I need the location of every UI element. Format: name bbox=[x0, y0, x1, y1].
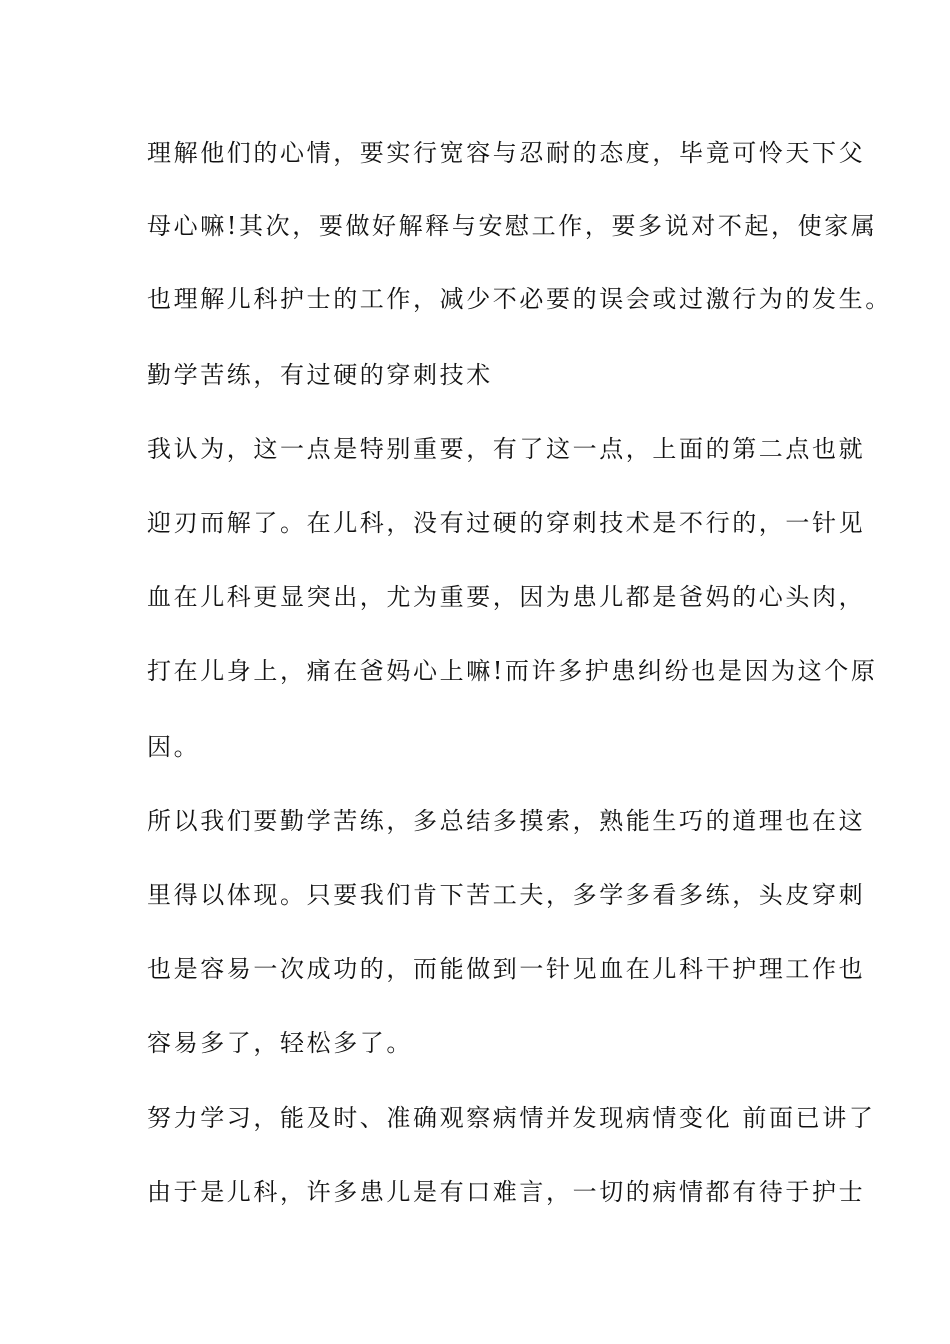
text-line: 也理解儿科护士的工作，减少不必要的误会或过激行为的发生。 bbox=[147, 285, 892, 313]
text-line: 里得以体现。只要我们肯下苦工夫，多学多看多练，头皮穿刺 bbox=[147, 881, 866, 909]
text-line: 所以我们要勤学苦练，多总结多摸索，熟能生巧的道理也在这 bbox=[147, 807, 866, 835]
text-line: 母心嘛!其次，要做好解释与安慰工作，要多说对不起，使家属 bbox=[147, 212, 878, 240]
text-line: 我认为，这一点是特别重要，有了这一点，上面的第二点也就 bbox=[147, 435, 866, 463]
text-line: 容易多了，轻松多了。 bbox=[147, 1029, 413, 1057]
text-line: 也是容易一次成功的，而能做到一针见血在儿科干护理工作也 bbox=[147, 955, 866, 983]
text-line: 由于是儿科，许多患儿是有口难言，一切的病情都有待于护士 bbox=[147, 1178, 866, 1206]
section-heading: 勤学苦练，有过硬的穿刺技术 bbox=[147, 361, 493, 389]
text-line: 打在儿身上，痛在爸妈心上嘛!而许多护患纠纷也是因为这个原 bbox=[147, 657, 878, 685]
text-line: 血在儿科更显突出，尤为重要，因为患儿都是爸妈的心头肉， bbox=[147, 583, 866, 611]
text-line: 因。 bbox=[147, 733, 201, 761]
text-line: 理解他们的心情，要实行宽容与忍耐的态度，毕竟可怜天下父 bbox=[147, 139, 866, 167]
text-line: 努力学习，能及时、准确观察病情并发现病情变化 前面已讲了 bbox=[147, 1104, 876, 1132]
text-line: 迎刃而解了。在儿科，没有过硬的穿刺技术是不行的，一针见 bbox=[147, 509, 866, 537]
